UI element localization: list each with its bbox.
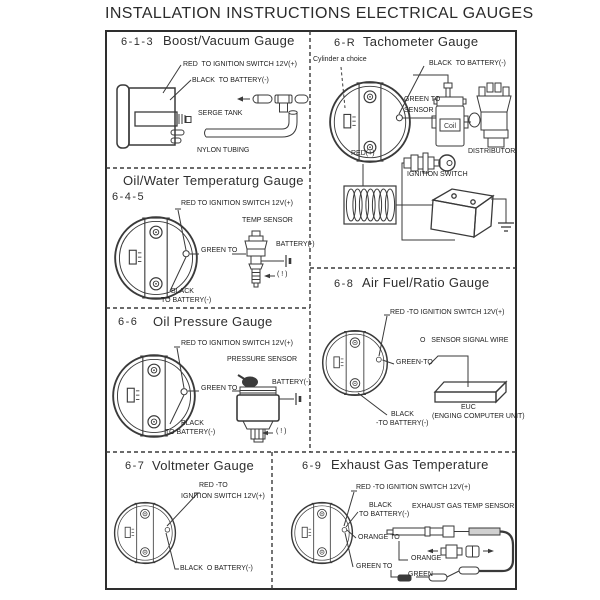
o2-sensor-signal-label: O SENSOR SIGNAL WIRE xyxy=(420,337,509,344)
pressure-sensor-label: PRESSURE SENSOR xyxy=(227,356,298,363)
air-fuel-title: Air Fuel/Ratio Gauge xyxy=(362,275,490,290)
voltmeter-black-wire-label: BLACK O BATTERY(-) xyxy=(180,565,253,572)
airfuel-black-wire-label-1: BLACK xyxy=(391,411,414,418)
right-arrow-icon xyxy=(483,549,494,553)
voltmeter-red-wire-label-2: IGNITION SWITCH 12V(+) xyxy=(181,493,265,500)
nylon-tubing-label: NYLON TUBING xyxy=(197,147,250,154)
exhaust-sensor-label: EXHAUST GAS TEMP SENSOR xyxy=(412,503,515,510)
voltmeter-red-wire-label-1: RED -TO xyxy=(199,482,228,489)
exhaust-code: 6-9 xyxy=(302,460,323,472)
airfuel-green-wire-label: GREEN-TO xyxy=(396,359,433,366)
orange-label: ORANGE xyxy=(411,555,442,562)
oilwater-caution-label: ( ! ) xyxy=(277,271,288,278)
oilpress-battery-label: BATTERY(-) xyxy=(272,379,311,386)
oilwater-battery-label: BATTERY(-) xyxy=(276,241,315,248)
page-title: INSTALLATION INSTRUCTIONS ELECTRICAL GAUGES xyxy=(105,5,534,22)
exhaust-black-wire-label-1: BLACK xyxy=(369,502,392,509)
oilwater-red-wire-label: RED TO IGNITION SWITCH 12V(+) xyxy=(181,200,293,207)
oilwater-black-wire-label-1: BLACK xyxy=(171,288,194,295)
boost-t-fitting xyxy=(237,95,308,112)
left-arrow-icon xyxy=(237,96,250,101)
air-fuel-gauge-rear-icon xyxy=(323,331,388,396)
oil-pressure-code: 6-6 xyxy=(118,316,139,328)
temp-sensor-label: TEMP SENSOR xyxy=(242,217,293,224)
left-arrow-icon xyxy=(427,549,438,553)
boost-code: 6-1-3 xyxy=(121,36,155,48)
oilpress-black-wire-label-2: TO BATTERY(-) xyxy=(165,429,216,436)
orange-to-label: ORANGE TO xyxy=(358,534,400,541)
temp-sensor-icon xyxy=(245,231,267,287)
oil-water-gauge-rear-icon xyxy=(115,217,197,299)
voltmeter-code: 6-7 xyxy=(125,460,146,472)
battery-box-icon xyxy=(431,189,493,237)
oilwater-green-wire-label: GREEN TO xyxy=(201,247,238,254)
boost-gauge-side-view xyxy=(117,65,191,148)
ecu-box-icon xyxy=(435,382,506,402)
ignition-switch-key-icon xyxy=(404,153,455,173)
oilpress-red-wire-label: RED TO IGNITION SWITCH 12V(+) xyxy=(181,340,293,347)
green-label: GREEN xyxy=(408,571,433,578)
boost-title: Boost/Vacuum Gauge xyxy=(163,33,295,48)
serge-tank-label: SERGE TANK xyxy=(198,110,243,117)
voltmeter-title: Voltmeter Gauge xyxy=(152,458,255,473)
distributor-label: DISTRIBUTOR xyxy=(468,148,516,155)
caution-arrow-icon xyxy=(262,431,273,435)
tach-green-wire-label-2: SENSOR xyxy=(404,107,434,114)
tach-red-wire-label: RED(+) xyxy=(351,150,375,157)
battery-symbol-icon xyxy=(296,393,300,405)
euc-label: EUC xyxy=(461,404,476,411)
caution-arrow-icon xyxy=(264,274,275,278)
exhaust-black-wire-label-2: TO BATTERY(-) xyxy=(359,511,410,518)
wire-coil-icon xyxy=(344,186,396,224)
tachometer-code: 6-R xyxy=(334,37,357,49)
airfuel-red-wire-label: RED -TO IGNITION SWITCH 12V(+) xyxy=(390,309,505,316)
boost-red-wire-label: RED TO IGNITION SWITCH 12V(+) xyxy=(183,61,297,68)
tach-black-wire-label: BLACK TO BATTERY(-) xyxy=(429,60,506,67)
distributor-icon xyxy=(469,83,511,147)
cylinder-choice-label: Cylinder a choice xyxy=(313,56,367,63)
euc-full-label: (ENGING COMPUTER UNIT) xyxy=(432,413,525,420)
oil-pressure-title: Oil Pressure Gauge xyxy=(153,314,273,329)
tachometer-title: Tachometer Gauge xyxy=(363,34,479,49)
exhaust-red-wire-label: RED -TO IGNITION SWITCH 12V(+) xyxy=(356,484,471,491)
tach-green-wire-label-1: GREEN TO xyxy=(404,96,441,103)
battery-symbol-icon xyxy=(286,255,290,267)
ground-icon xyxy=(498,223,514,231)
exhaust-temp-probe-icon xyxy=(387,526,513,581)
oil-water-code: 6-4-5 xyxy=(112,191,146,203)
ignition-coil xyxy=(432,83,471,146)
boost-black-wire-label: BLACK TO BATTERY(-) xyxy=(192,77,269,84)
oilpress-black-wire-label-1: BLACK xyxy=(181,420,204,427)
oilwater-black-wire-label-2: TO BATTERY(-) xyxy=(161,297,212,304)
exhaust-title: Exhaust Gas Temperature xyxy=(331,457,489,472)
exhaust-gauge-rear-icon xyxy=(292,503,353,564)
airfuel-black-wire-label-2: -TO BATTERY(-) xyxy=(376,420,429,427)
green-to-label: GREEN TO xyxy=(356,563,393,570)
air-fuel-code: 6-8 xyxy=(334,278,355,290)
coil-label: Coil xyxy=(443,123,457,130)
oilpress-green-wire-label: GREEN TO xyxy=(201,385,238,392)
voltmeter-wiring xyxy=(166,493,200,569)
oil-water-title: Oil/Water Temperaturg Gauge xyxy=(123,173,304,188)
ignition-switch-label: IGNITION SWITCH xyxy=(407,171,468,178)
oilpress-caution-label: ( ! ) xyxy=(276,428,287,435)
